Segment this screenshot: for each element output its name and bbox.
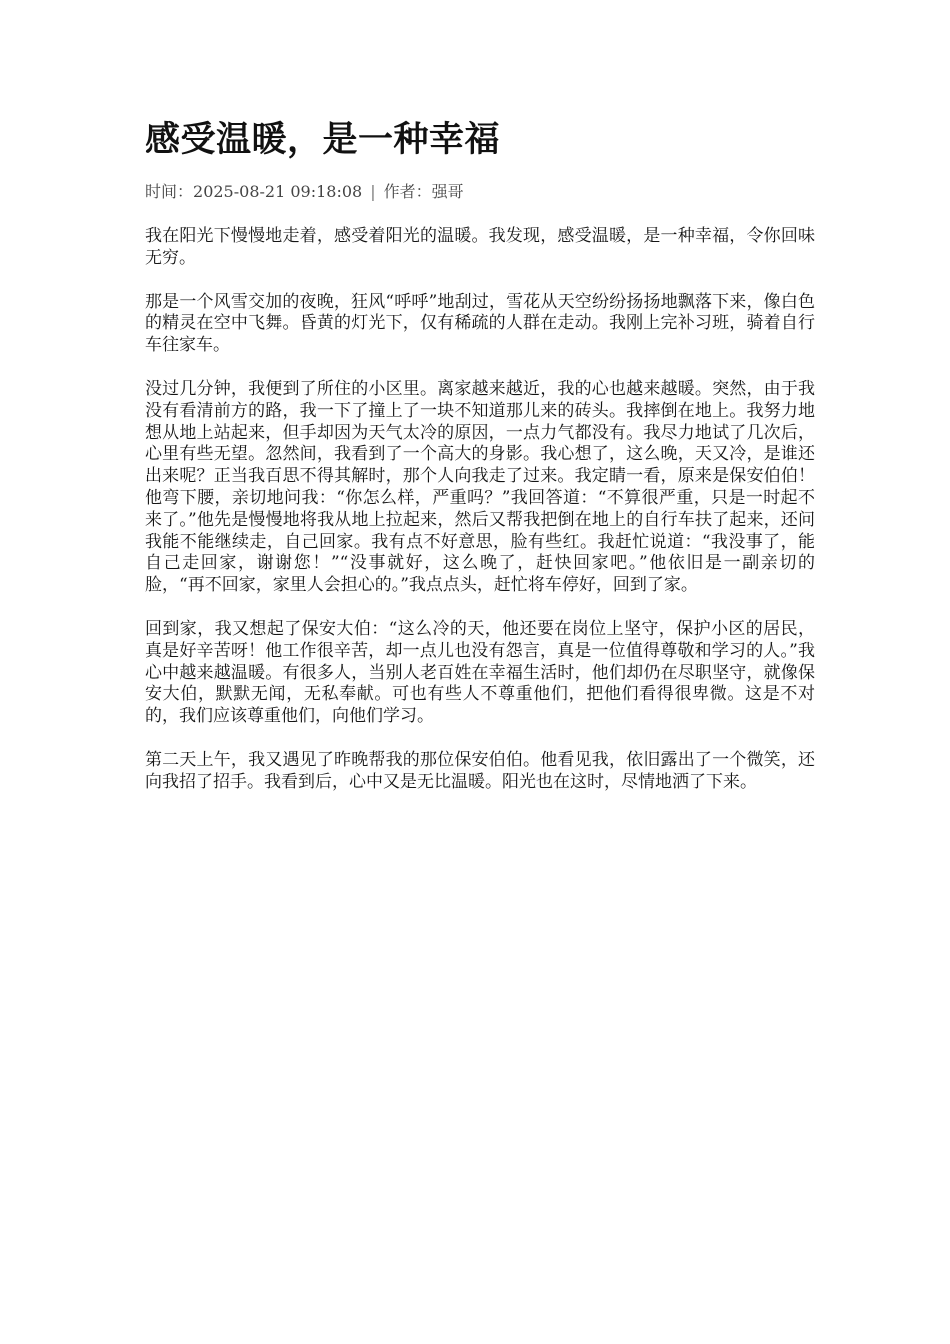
paragraph: 回到家，我又想起了保安大伯：“这么冷的天，他还要在岗位上坚守，保护小区的居民，真是好辛苦呀！他工作很辛苦，却一点儿也没有怨言，真是一位值得尊敬和学习的人。”我心中越来越温暖。有很多人，当别人老百姓在幸福生活时，他们却仍在尽职坚守，就像保安大伯，默默无闻，无私奉献。可也有些人不尊重他们，把他们看得很卑微。这是不对的，我们应该尊重他们，向他们学习。 [145, 618, 815, 727]
paragraph: 那是一个风雪交加的夜晚，狂风“呼呼”地刮过，雪花从天空纷纷扬扬地飘落下来，像白色的精灵在空中飞舞。昏黄的灯光下，仅有稀疏的人群在走动。我刚上完补习班，骑着自行车往家车。 [145, 291, 815, 356]
paragraph: 我在阳光下慢慢地走着，感受着阳光的温暖。我发现，感受温暖，是一种幸福，令你回味无穷。 [145, 226, 815, 268]
paragraph: 第二天上午，我又遇见了昨晚帮我的那位保安伯伯。他看见我，依旧露出了一个微笑，还向我招了招手。我看到后，心中又是无比温暖。阳光也在这时，尽情地洒了下来。 [145, 749, 815, 792]
publish-time: 2025-08-21 09:18:08 [193, 182, 363, 201]
article [145, 112, 815, 816]
author-label: 作者： [383, 182, 432, 201]
paragraph: 没过几分钟，我便到了所住的小区里。离家越来越近，我的心也越来越暖。突然，由于我没有看清前方的路，我一下了撞上了一块不知道那儿来的砖头。我摔倒在地上。我努力地想从地上站起来，但手却因为天气太冷的原因，一点力气都没有。我尽力地试了几次后，心里有些无望。忽然间，我看到了一个高大的身影。我心想了，这么晚，天又冷，是谁还出来呢？正当我百思不得其解时，那个人向我走了过来。我定睛一看，原来是保安伯伯！他弯下腰，亲切地问我：“你怎么样，严重吗？”我回答道：“不算很严重，只是一时起不来了。”他先是慢慢地将我从地上拉起来，然后又帮我把倒在地上的自行车扶了起来，还问我能不能继续走，自己回家。我有点不好意思，脸有些红。我赶忙说道：“我没事了，能自己走回家，谢谢您！”“没事就好，这么晚了，赶快回家吧。”他依旧是一副亲切的脸，“再不回家，家里人会担心的。”我点点头，赶忙将车停好，回到了家。 [145, 378, 815, 596]
author-name: 强哥 [431, 182, 464, 201]
meta-separator: | [370, 182, 376, 201]
article-meta [145, 180, 815, 204]
article-title: 感受温暖，是一种幸福 [145, 120, 501, 160]
time-label: 时间： [145, 182, 194, 201]
article-body [145, 226, 815, 794]
